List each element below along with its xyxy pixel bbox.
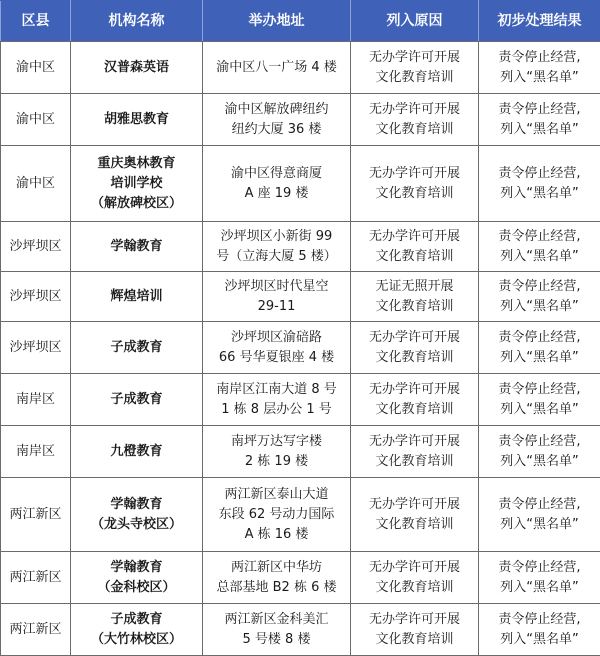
- cell-result-line: 列入“黑名单”: [481, 68, 598, 88]
- cell-district: 渝中区: [1, 42, 71, 94]
- cell-address-line: 总部基地 B2 栋 6 楼: [205, 578, 348, 598]
- table-row: [1, 42, 600, 94]
- cell-reason-line: 无证无照开展: [353, 277, 476, 297]
- cell-reason-line: 无办学许可开展: [353, 100, 476, 120]
- cell-address: [203, 426, 351, 478]
- cell-institution-name: [71, 552, 203, 604]
- cell-address: [203, 552, 351, 604]
- cell-address: [203, 146, 351, 222]
- cell-district: 南岸区: [1, 374, 71, 426]
- cell-institution-name-line: （解放碑校区）: [73, 194, 200, 214]
- cell-institution-name-line: 学翰教育: [73, 558, 200, 578]
- cell-institution-name: [71, 426, 203, 478]
- header-row: [1, 1, 600, 42]
- cell-result-line: 责令停止经营,: [481, 277, 598, 297]
- cell-address-line: A 座 19 楼: [205, 184, 348, 204]
- table-row: [1, 426, 600, 478]
- cell-reason-line: 文化教育培训: [353, 348, 476, 368]
- cell-reason-line: 文化教育培训: [353, 68, 476, 88]
- cell-result-line: 责令停止经营,: [481, 48, 598, 68]
- cell-result: [479, 272, 600, 322]
- table-row: [1, 146, 600, 222]
- cell-address-line: 两江新区金科美汇: [205, 610, 348, 630]
- cell-institution-name-line: （大竹林校区）: [73, 630, 200, 650]
- cell-reason-line: 无办学许可开展: [353, 432, 476, 452]
- cell-result: [479, 94, 600, 146]
- cell-address-line: 南坪万达写字楼: [205, 432, 348, 452]
- cell-result-line: 列入“黑名单”: [481, 247, 598, 267]
- cell-reason-line: 无办学许可开展: [353, 164, 476, 184]
- cell-result: [479, 478, 600, 552]
- cell-district: 沙坪坝区: [1, 322, 71, 374]
- cell-institution-name: [71, 272, 203, 322]
- cell-address: [203, 94, 351, 146]
- cell-institution-name: [71, 322, 203, 374]
- cell-address-line: 渝中区八一广场 4 楼: [205, 58, 348, 78]
- cell-reason-line: 文化教育培训: [353, 247, 476, 267]
- cell-institution-name-line: （金科校区）: [73, 578, 200, 598]
- cell-address-line: 66 号华夏银座 4 楼: [205, 348, 348, 368]
- cell-reason-line: 文化教育培训: [353, 184, 476, 204]
- cell-address: [203, 272, 351, 322]
- cell-institution-name-line: 胡雅思教育: [73, 110, 200, 130]
- cell-reason-line: 文化教育培训: [353, 630, 476, 650]
- cell-reason-line: 文化教育培训: [353, 515, 476, 535]
- cell-institution-name: [71, 94, 203, 146]
- cell-result-line: 责令停止经营,: [481, 164, 598, 184]
- cell-result: [479, 222, 600, 272]
- cell-result: [479, 322, 600, 374]
- cell-institution-name: [71, 222, 203, 272]
- cell-reason-line: 文化教育培训: [353, 297, 476, 317]
- cell-result: [479, 552, 600, 604]
- cell-address-line: 渝中区解放碑纽约: [205, 100, 348, 120]
- cell-reason: [351, 426, 479, 478]
- cell-result-line: 列入“黑名单”: [481, 120, 598, 140]
- table-row: [1, 604, 600, 656]
- cell-address-line: 沙坪坝区小新街 99: [205, 227, 348, 247]
- cell-reason-line: 无办学许可开展: [353, 328, 476, 348]
- column-header-reason: 列入原因: [351, 1, 479, 42]
- column-header-institution-name: 机构名称: [71, 1, 203, 42]
- column-header-result: 初步处理结果: [479, 1, 600, 42]
- cell-result-line: 责令停止经营,: [481, 610, 598, 630]
- cell-reason: [351, 322, 479, 374]
- cell-institution-name: [71, 42, 203, 94]
- cell-institution-name-line: 学翰教育: [73, 237, 200, 257]
- cell-result-line: 责令停止经营,: [481, 100, 598, 120]
- cell-reason-line: 无办学许可开展: [353, 227, 476, 247]
- cell-reason: [351, 94, 479, 146]
- cell-institution-name-line: 子成教育: [73, 338, 200, 358]
- cell-result: [479, 374, 600, 426]
- cell-result: [479, 426, 600, 478]
- cell-address-line: 东段 62 号动力国际: [205, 505, 348, 525]
- cell-result-line: 责令停止经营,: [481, 495, 598, 515]
- table-row: [1, 222, 600, 272]
- table-body: [1, 42, 600, 656]
- cell-address-line: 29-11: [205, 297, 348, 317]
- cell-institution-name-line: （龙头寺校区）: [73, 515, 200, 535]
- cell-result-line: 列入“黑名单”: [481, 297, 598, 317]
- cell-address-line: 纽约大厦 36 楼: [205, 120, 348, 140]
- cell-institution-name-line: 培训学校: [73, 174, 200, 194]
- cell-reason-line: 文化教育培训: [353, 400, 476, 420]
- cell-reason: [351, 272, 479, 322]
- cell-address: [203, 222, 351, 272]
- cell-address-line: 两江新区泰山大道: [205, 485, 348, 505]
- cell-result-line: 列入“黑名单”: [481, 630, 598, 650]
- cell-district: 沙坪坝区: [1, 272, 71, 322]
- cell-district: 南岸区: [1, 426, 71, 478]
- table-row: [1, 374, 600, 426]
- cell-district: 渝中区: [1, 146, 71, 222]
- cell-reason: [351, 42, 479, 94]
- cell-reason-line: 文化教育培训: [353, 120, 476, 140]
- cell-reason-line: 无办学许可开展: [353, 48, 476, 68]
- cell-address-line: 两江新区中华坊: [205, 558, 348, 578]
- cell-address-line: 沙坪坝区时代星空: [205, 277, 348, 297]
- cell-reason-line: 无办学许可开展: [353, 495, 476, 515]
- cell-result-line: 列入“黑名单”: [481, 348, 598, 368]
- cell-institution-name-line: 重庆奥林教育: [73, 154, 200, 174]
- cell-result-line: 列入“黑名单”: [481, 515, 598, 535]
- cell-reason-line: 文化教育培训: [353, 578, 476, 598]
- cell-address-line: 号（立海大厦 5 楼）: [205, 247, 348, 267]
- cell-address: [203, 322, 351, 374]
- cell-address-line: 5 号楼 8 楼: [205, 630, 348, 650]
- cell-address: [203, 374, 351, 426]
- cell-institution-name-line: 学翰教育: [73, 495, 200, 515]
- cell-result: [479, 146, 600, 222]
- cell-address-line: 南岸区江南大道 8 号: [205, 380, 348, 400]
- cell-address-line: 渝中区得意商厦: [205, 164, 348, 184]
- cell-institution-name: [71, 374, 203, 426]
- cell-result-line: 列入“黑名单”: [481, 452, 598, 472]
- cell-institution-name-line: 子成教育: [73, 390, 200, 410]
- cell-institution-name-line: 子成教育: [73, 610, 200, 630]
- cell-district: 渝中区: [1, 94, 71, 146]
- cell-institution-name: [71, 146, 203, 222]
- table-row: [1, 552, 600, 604]
- cell-institution-name: [71, 478, 203, 552]
- cell-result-line: 列入“黑名单”: [481, 400, 598, 420]
- cell-reason-line: 无办学许可开展: [353, 558, 476, 578]
- cell-address: [203, 478, 351, 552]
- cell-result-line: 责令停止经营,: [481, 328, 598, 348]
- cell-district: 沙坪坝区: [1, 222, 71, 272]
- cell-address: [203, 604, 351, 656]
- cell-reason: [351, 604, 479, 656]
- cell-district: 两江新区: [1, 604, 71, 656]
- cell-reason: [351, 552, 479, 604]
- cell-address: [203, 42, 351, 94]
- cell-district: 两江新区: [1, 478, 71, 552]
- cell-address-line: A 栋 16 楼: [205, 525, 348, 545]
- cell-institution-name-line: 汉普森英语: [73, 58, 200, 78]
- cell-result-line: 列入“黑名单”: [481, 184, 598, 204]
- cell-reason-line: 无办学许可开展: [353, 610, 476, 630]
- cell-reason-line: 文化教育培训: [353, 452, 476, 472]
- cell-result-line: 责令停止经营,: [481, 227, 598, 247]
- table-row: [1, 478, 600, 552]
- cell-result-line: 责令停止经营,: [481, 558, 598, 578]
- cell-result: [479, 604, 600, 656]
- column-header-address: 举办地址: [203, 1, 351, 42]
- cell-reason: [351, 374, 479, 426]
- cell-reason-line: 无办学许可开展: [353, 380, 476, 400]
- cell-result-line: 列入“黑名单”: [481, 578, 598, 598]
- cell-institution-name-line: 九橙教育: [73, 442, 200, 462]
- cell-address-line: 1 栋 8 层办公 1 号: [205, 400, 348, 420]
- cell-reason: [351, 478, 479, 552]
- table-row: [1, 94, 600, 146]
- cell-result-line: 责令停止经营,: [481, 380, 598, 400]
- cell-district: 两江新区: [1, 552, 71, 604]
- table-header: [1, 1, 600, 42]
- table-row: [1, 272, 600, 322]
- cell-reason: [351, 146, 479, 222]
- cell-institution-name-line: 辉煌培训: [73, 287, 200, 307]
- cell-institution-name: [71, 604, 203, 656]
- cell-address-line: 沙坪坝区渝碚路: [205, 328, 348, 348]
- cell-address-line: 2 栋 19 楼: [205, 452, 348, 472]
- table-row: [1, 322, 600, 374]
- cell-reason: [351, 222, 479, 272]
- cell-result: [479, 42, 600, 94]
- column-header-district: 区县: [1, 1, 71, 42]
- cell-result-line: 责令停止经营,: [481, 432, 598, 452]
